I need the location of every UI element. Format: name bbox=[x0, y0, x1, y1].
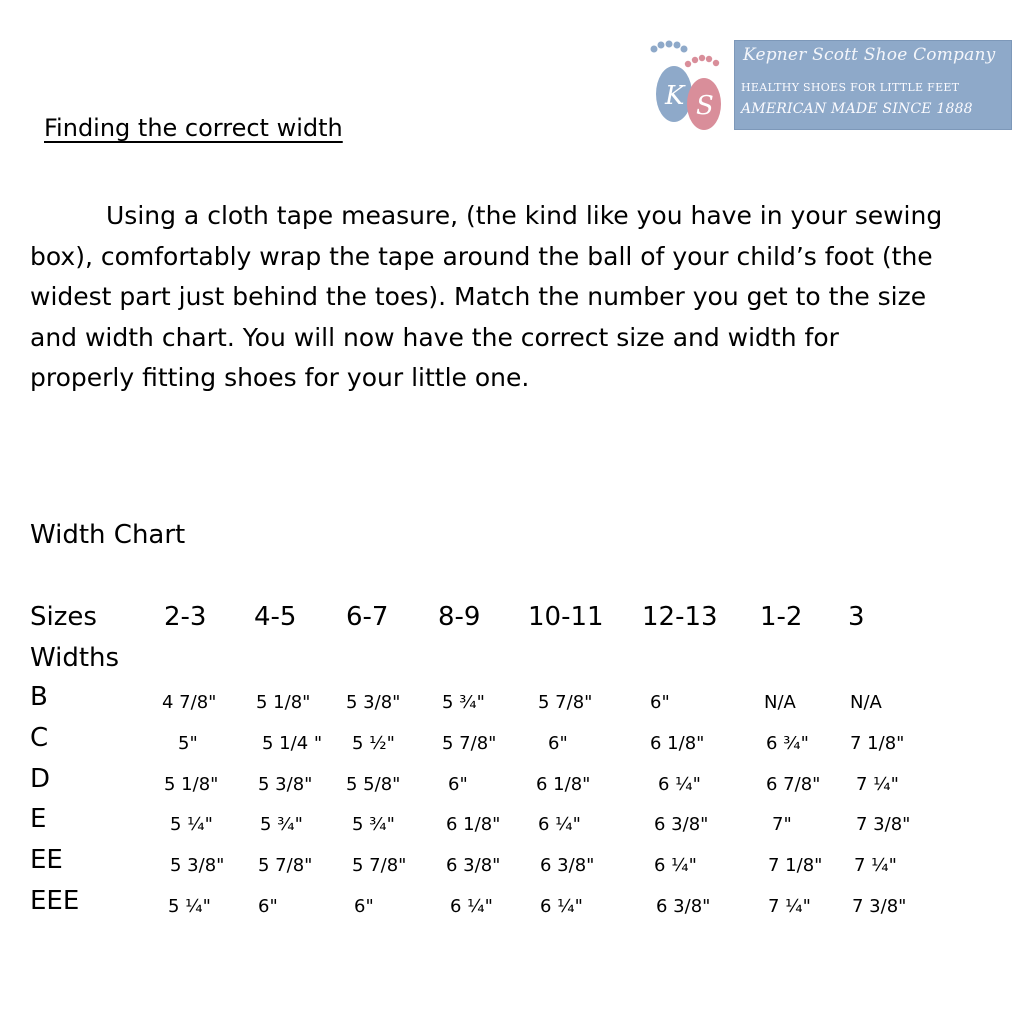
width-measurement-cell: 7 ¼" bbox=[768, 896, 811, 917]
page-heading: Finding the correct width bbox=[44, 114, 343, 142]
size-column-header: 3 bbox=[848, 602, 865, 632]
width-measurement-cell: 6 3/8" bbox=[656, 896, 711, 917]
logo-initial-s: S bbox=[696, 91, 714, 121]
width-measurement-cell: 5 3/8" bbox=[170, 855, 225, 876]
size-column-header: 1-2 bbox=[760, 602, 803, 632]
width-measurement-cell: 6" bbox=[650, 692, 670, 713]
width-measurement-cell: 6 3/8" bbox=[446, 855, 501, 876]
width-measurement-cell: 7 1/8" bbox=[768, 855, 823, 876]
width-measurement-cell: 6 3/8" bbox=[654, 814, 709, 835]
width-measurement-cell: 6" bbox=[354, 896, 374, 917]
width-measurement-cell: 5 ¾" bbox=[352, 814, 395, 835]
width-measurement-cell: 7 ¼" bbox=[854, 855, 897, 876]
size-column-header: 10-11 bbox=[528, 602, 604, 632]
paragraph-line: and width chart. You will now have the correct size and width for bbox=[30, 322, 839, 352]
size-column-header: 4-5 bbox=[254, 602, 297, 632]
width-measurement-cell: 5" bbox=[178, 733, 198, 754]
sizes-label: Sizes bbox=[30, 602, 97, 632]
width-measurement-cell: N/A bbox=[850, 692, 882, 713]
width-measurement-cell: 7 ¼" bbox=[856, 774, 899, 795]
width-measurement-cell: 4 7/8" bbox=[162, 692, 217, 713]
width-measurement-cell: 5 ¼" bbox=[168, 896, 211, 917]
width-measurement-cell: 6" bbox=[258, 896, 278, 917]
instructions-paragraph bbox=[30, 196, 1024, 399]
width-measurement-cell: 6 ¼" bbox=[538, 814, 581, 835]
company-logo bbox=[640, 36, 1012, 136]
width-measurement-cell: 5 1/8" bbox=[256, 692, 311, 713]
width-measurement-cell: 5 7/8" bbox=[258, 855, 313, 876]
width-measurement-cell: 7" bbox=[772, 814, 792, 835]
width-measurement-cell: 6 ¼" bbox=[654, 855, 697, 876]
logo-tagline: HEALTHY SHOES FOR LITTLE FEET bbox=[741, 81, 960, 94]
width-measurement-cell: 7 3/8" bbox=[852, 896, 907, 917]
width-measurement-cell: 5 1/8" bbox=[164, 774, 219, 795]
width-row-label: C bbox=[30, 723, 49, 753]
width-measurement-cell: 5 ½" bbox=[352, 733, 395, 754]
width-measurement-cell: 7 3/8" bbox=[856, 814, 911, 835]
paragraph-line: Using a cloth tape measure, (the kind like you have in your sewing bbox=[106, 201, 943, 230]
baby-feet-icon bbox=[640, 36, 732, 136]
width-measurement-cell: 6 ¼" bbox=[540, 896, 583, 917]
width-measurement-cell: 7 1/8" bbox=[850, 733, 905, 754]
width-measurement-cell: 5 ¾" bbox=[442, 692, 485, 713]
width-measurement-cell: 6 1/8" bbox=[650, 733, 705, 754]
width-measurement-cell: N/A bbox=[764, 692, 796, 713]
size-column-header: 2-3 bbox=[164, 602, 207, 632]
width-measurement-cell: 5 5/8" bbox=[346, 774, 401, 795]
width-row-label: D bbox=[30, 764, 51, 794]
width-measurement-cell: 6 1/8" bbox=[536, 774, 591, 795]
width-measurement-cell: 6 ¾" bbox=[766, 733, 809, 754]
logo-since: AMERICAN MADE SINCE 1888 bbox=[741, 101, 973, 117]
width-row-label: B bbox=[30, 682, 48, 712]
widths-label: Widths bbox=[30, 643, 120, 673]
width-measurement-cell: 5 1/4 " bbox=[262, 733, 323, 754]
paragraph-line: properly fitting shoes for your little one. bbox=[30, 363, 530, 392]
width-measurement-cell: 6 ¼" bbox=[658, 774, 701, 795]
width-row-label: E bbox=[30, 804, 47, 834]
logo-company-name: Kepner Scott Shoe Company bbox=[743, 45, 996, 65]
logo-initial-k: K bbox=[665, 81, 685, 111]
width-chart-title: Width Chart bbox=[30, 520, 186, 550]
width-measurement-cell: 5 7/8" bbox=[442, 733, 497, 754]
width-measurement-cell: 6 ¼" bbox=[450, 896, 493, 917]
width-measurement-cell: 5 3/8" bbox=[346, 692, 401, 713]
width-measurement-cell: 5 ¼" bbox=[170, 814, 213, 835]
size-column-header: 8-9 bbox=[438, 602, 481, 632]
size-column-header: 12-13 bbox=[642, 602, 718, 632]
width-row-label: EEE bbox=[30, 886, 80, 916]
width-measurement-cell: 5 3/8" bbox=[258, 774, 313, 795]
width-measurement-cell: 5 7/8" bbox=[538, 692, 593, 713]
width-measurement-cell: 6" bbox=[548, 733, 568, 754]
width-measurement-cell: 5 7/8" bbox=[352, 855, 407, 876]
paragraph-line: box), comfortably wrap the tape around the ball of your child’s foot (the bbox=[30, 241, 933, 271]
width-measurement-cell: 6 3/8" bbox=[540, 855, 595, 876]
paragraph-line: widest part just behind the toes). Match the number you get to the size bbox=[30, 282, 927, 311]
size-column-header: 6-7 bbox=[346, 602, 389, 632]
width-measurement-cell: 6 1/8" bbox=[446, 814, 501, 835]
width-row-label: EE bbox=[30, 845, 63, 875]
width-measurement-cell: 6" bbox=[448, 774, 468, 795]
width-measurement-cell: 6 7/8" bbox=[766, 774, 821, 795]
logo-banner bbox=[734, 40, 1012, 130]
width-measurement-cell: 5 ¾" bbox=[260, 814, 303, 835]
